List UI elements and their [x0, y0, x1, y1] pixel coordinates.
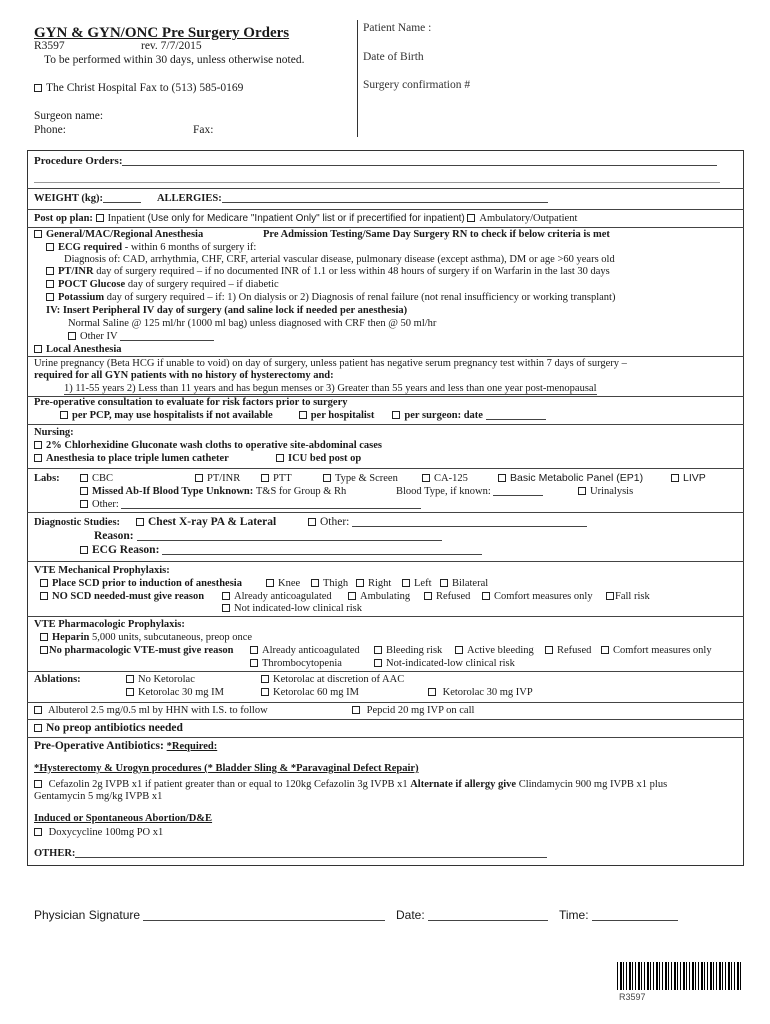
ketorolac-60-im[interactable]: Ketorolac 60 mg IM: [261, 687, 359, 700]
checkbox-icon[interactable]: [34, 454, 42, 462]
ecg-diagnosis: Diagnosis of: CAD, arrhythmia, CHF, CRF, arterial vascular disease, pulmonary disease (except asthma), DM or age >60 years old: [64, 254, 615, 265]
checkbox-icon[interactable]: [261, 474, 269, 482]
checkbox-icon[interactable]: [311, 579, 319, 587]
scd-right[interactable]: Right: [356, 578, 391, 591]
pat-check-note: Pre Admission Testing/Same Day Surgery RN to check if below criteria is met: [263, 229, 610, 240]
lab-other[interactable]: Other:: [80, 499, 421, 512]
checkbox-icon[interactable]: [402, 579, 410, 587]
procedure-orders: Procedure Orders:: [34, 155, 717, 168]
divider: [27, 702, 744, 703]
pharm-refused[interactable]: Refused: [545, 645, 591, 658]
other-iv[interactable]: Other IV: [68, 331, 214, 344]
abortion-header: Induced or Spontaneous Abortion/D&E: [34, 813, 213, 824]
revision-date: rev. 7/7/2015: [141, 40, 202, 52]
no-pharm[interactable]: No pharmacologic VTE-must give reason: [40, 645, 234, 658]
pharm-thrombocytopenia[interactable]: Thrombocytopenia: [250, 658, 342, 671]
no-ketorolac[interactable]: No Ketorolac: [126, 674, 195, 687]
divider: [27, 209, 744, 210]
dob-label: Date of Birth: [363, 51, 424, 63]
lab-bmp[interactable]: Basic Metabolic Panel (EP1): [498, 472, 643, 485]
surgeon-name-label: Surgeon name:: [34, 110, 104, 122]
checkbox-icon[interactable]: [195, 474, 203, 482]
checkbox-icon[interactable]: [578, 487, 586, 495]
triple-lumen[interactable]: Anesthesia to place triple lumen catheter: [34, 453, 229, 466]
checkbox-icon[interactable]: [80, 500, 88, 508]
footer-form-code: R3597: [619, 992, 646, 1002]
divider: [27, 188, 744, 189]
procedure-second-line: [34, 182, 720, 183]
outpatient-checkbox[interactable]: [467, 214, 475, 222]
lab-cbc[interactable]: CBC: [80, 473, 113, 486]
divider: [27, 561, 744, 562]
checkbox-icon[interactable]: [34, 84, 42, 92]
consult-label: Pre-operative consultation to evaluate for risk factors prior to surgery: [34, 397, 348, 408]
phone-label: Phone:: [34, 124, 66, 136]
checkbox-icon[interactable]: [440, 579, 448, 587]
checkbox-icon[interactable]: [34, 706, 42, 714]
divider: [27, 227, 744, 228]
scd-left[interactable]: Left: [402, 578, 432, 591]
checkbox-icon[interactable]: [80, 546, 88, 554]
header-divider: [357, 20, 358, 137]
ablations-label: Ablations:: [34, 674, 81, 685]
checkbox-icon[interactable]: [250, 659, 258, 667]
form-title: GYN & GYN/ONC Pre Surgery Orders: [34, 25, 290, 41]
checkbox-icon[interactable]: [424, 592, 432, 600]
doxycycline[interactable]: Doxycycline 100mg PO x1: [34, 827, 163, 840]
pt-inr-required[interactable]: PT/INR day of surgery required – if no documented INR of 1.1 or less within 48 hours of surgery if on Warfarin in the last 30 days: [46, 266, 610, 279]
divider: [27, 424, 744, 425]
no-preop-antibiotics[interactable]: No preop antibiotics needed: [34, 722, 183, 736]
patient-name-label: Patient Name :: [363, 22, 432, 34]
barcode-icon: [617, 962, 741, 990]
divider: [27, 671, 744, 672]
potassium[interactable]: Potassium day of surgery required – if: 1) On dialysis or 2) Diagnosis of renal failure (not renal insufficiency or working transplant): [46, 292, 615, 305]
divider: [27, 616, 744, 617]
lab-missed-ab[interactable]: Missed Ab-If Blood Type Unknown: T&S for Group & Rh: [80, 486, 346, 499]
checkbox-icon[interactable]: [545, 646, 553, 654]
checkbox-icon[interactable]: [671, 474, 679, 482]
ketorolac-30-ivp[interactable]: Ketorolac 30 mg IVP: [428, 687, 533, 700]
checkbox-icon[interactable]: [136, 518, 144, 526]
scd-bilateral[interactable]: Bilateral: [440, 578, 488, 591]
ecg-reason[interactable]: ECG Reason:: [80, 544, 482, 558]
poct-glucose[interactable]: POCT Glucose day of surgery required – if diabetic: [46, 279, 279, 292]
checkbox-icon[interactable]: [352, 706, 360, 714]
checkbox-icon[interactable]: [46, 243, 54, 251]
checkbox-icon[interactable]: [40, 633, 48, 641]
checkbox-icon[interactable]: [46, 267, 54, 275]
checkbox-icon[interactable]: [80, 474, 88, 482]
checkbox-icon[interactable]: [276, 454, 284, 462]
checkbox-icon[interactable]: [34, 780, 42, 788]
checkbox-icon[interactable]: [34, 441, 42, 449]
checkbox-icon[interactable]: [126, 688, 134, 696]
other-antibiotic[interactable]: OTHER:: [34, 848, 547, 861]
chest-xray[interactable]: Chest X-ray PA & Lateral: [136, 516, 276, 530]
no-scd[interactable]: NO SCD needed-must give reason: [40, 591, 204, 604]
albuterol[interactable]: Albuterol 2.5 mg/0.5 ml by HHN with I.S. to follow: [34, 705, 268, 718]
heparin[interactable]: Heparin 5,000 units, subcutaneous, preop once: [40, 632, 252, 645]
checkbox-icon[interactable]: [46, 293, 54, 301]
checkbox-icon[interactable]: [356, 579, 364, 587]
surgery-confirmation-label: Surgery confirmation #: [363, 79, 471, 91]
diagnostic-other[interactable]: Other:: [308, 516, 587, 530]
checkbox-icon[interactable]: [323, 474, 331, 482]
gentamycin: Gentamycin 5 mg/kg IVPB x1: [34, 791, 163, 802]
checkbox-icon[interactable]: [261, 675, 269, 683]
vte-pharm-label: VTE Pharmacologic Prophylaxis:: [34, 619, 185, 630]
checkbox-icon[interactable]: [40, 579, 48, 587]
mech-not-indicated[interactable]: Not indicated-low clinical risk: [222, 603, 362, 616]
vte-mech-label: VTE Mechanical Prophylaxis:: [34, 565, 170, 576]
local-anesthesia[interactable]: Local Anesthesia: [34, 344, 122, 357]
chg-wash[interactable]: 2% Chlorhexidine Gluconate wash cloths to operative site-abdominal cases: [34, 440, 382, 453]
checkbox-icon[interactable]: [428, 688, 436, 696]
place-scd[interactable]: Place SCD prior to induction of anesthesia: [40, 578, 242, 591]
mech-anticoag[interactable]: Already anticoagulated: [222, 591, 332, 604]
checkbox-icon[interactable]: [68, 332, 76, 340]
fax-label: Fax:: [193, 124, 214, 136]
nursing-label: Nursing:: [34, 427, 74, 438]
lab-type-screen[interactable]: Type & Screen: [323, 473, 398, 486]
labs-label: Labs:: [34, 473, 60, 484]
lab-livp[interactable]: LIVP: [671, 472, 706, 485]
physician-signature[interactable]: Physician Signature: [34, 908, 385, 922]
checkbox-icon[interactable]: [606, 592, 614, 600]
checkbox-icon[interactable]: [482, 592, 490, 600]
general-anesthesia[interactable]: General/MAC/Regional Anesthesia: [34, 229, 203, 242]
checkbox-icon[interactable]: [261, 688, 269, 696]
hysterectomy-header: *Hysterectomy & Urogyn procedures (* Bladder Sling & *Paravaginal Defect Repair): [34, 763, 419, 774]
divider: [27, 512, 744, 513]
checkbox-icon[interactable]: [222, 592, 230, 600]
checkbox-icon[interactable]: [80, 487, 88, 495]
checkbox-icon[interactable]: [40, 592, 48, 600]
ecg-required[interactable]: ECG required - within 6 months of surgery if:: [46, 242, 256, 255]
checkbox-icon[interactable]: [34, 828, 42, 836]
lab-ptt[interactable]: PTT: [261, 473, 292, 486]
ketorolac-aac[interactable]: Ketorolac at discretion of AAC: [261, 674, 404, 687]
weight-row: WEIGHT (kg): ALLERGIES:: [34, 193, 548, 206]
surgeon-checkbox[interactable]: [392, 411, 400, 419]
pharm-bleeding[interactable]: Bleeding risk: [374, 645, 442, 658]
checkbox-icon[interactable]: [34, 230, 42, 238]
divider: [27, 737, 744, 738]
signature-time[interactable]: Time:: [559, 908, 678, 922]
xray-reason[interactable]: Reason:: [94, 530, 442, 544]
hospital-fax-option[interactable]: The Christ Hospital Fax to (513) 585-0169: [34, 82, 243, 96]
checkbox-icon[interactable]: [40, 646, 48, 654]
pregnancy-line-2: required for all GYN patients with no history of hysterectomy and:: [34, 370, 334, 381]
pharm-not-indicated[interactable]: Not-indicated-low clinical risk: [374, 658, 515, 671]
checkbox-icon[interactable]: [374, 659, 382, 667]
icu-bed[interactable]: ICU bed post op: [276, 453, 361, 466]
cefazolin[interactable]: Cefazolin 2g IVPB x1 if patient greater than or equal to 120kg Cefazolin 3g IVPB x1 Alternate if allergy give Clindamycin 900 mg IVPB x1 plus: [34, 779, 667, 792]
mech-refused[interactable]: Refused: [424, 591, 470, 604]
pregnancy-line-1: Urine pregnancy (Beta HCG if unable to void) on day of surgery, unless patient has negative serum pregnancy test within 7 days of surgery –: [34, 358, 627, 369]
scd-thigh[interactable]: Thigh: [311, 578, 348, 591]
pepcid[interactable]: Pepcid 20 mg IVP on call: [352, 705, 474, 718]
pcp-checkbox[interactable]: [60, 411, 68, 419]
checkbox-icon[interactable]: [250, 646, 258, 654]
pharm-comfort[interactable]: Comfort measures only: [601, 645, 712, 658]
checkbox-icon[interactable]: [266, 579, 274, 587]
scd-knee[interactable]: Knee: [266, 578, 300, 591]
divider: [27, 468, 744, 469]
pharm-active-bleeding[interactable]: Active bleeding: [455, 645, 534, 658]
hospitalist-checkbox[interactable]: [299, 411, 307, 419]
checkbox-icon[interactable]: [46, 280, 54, 288]
checkbox-icon[interactable]: [126, 675, 134, 683]
checkbox-icon[interactable]: [422, 474, 430, 482]
blood-type-field[interactable]: Blood Type, if known:: [396, 486, 543, 499]
lab-pt-inr[interactable]: PT/INR: [195, 473, 240, 486]
mech-fall-risk[interactable]: Fall risk: [606, 591, 650, 604]
checkbox-icon[interactable]: [222, 604, 230, 612]
checkbox-icon[interactable]: [348, 592, 356, 600]
mech-ambulating[interactable]: Ambulating: [348, 591, 410, 604]
diagnostic-label: Diagnostic Studies:: [34, 517, 121, 528]
checkbox-icon[interactable]: [308, 518, 316, 526]
checkbox-icon[interactable]: [34, 724, 42, 732]
consult-options: per PCP, may use hospitalists if not available per hospitalist per surgeon: date: [60, 410, 546, 423]
ketorolac-30-im[interactable]: Ketorolac 30 mg IM: [126, 687, 224, 700]
pregnancy-criteria: 1) 11-55 years 2) Less than 11 years and has begun menses or 3) Greater than 55 years and less than one year post-menopausal: [64, 383, 597, 394]
divider: [27, 719, 744, 720]
validity-note: To be performed within 30 days, unless otherwise noted.: [44, 54, 305, 66]
checkbox-icon[interactable]: [374, 646, 382, 654]
antibiotics-label: Pre-Operative Antibiotics: *Required:: [34, 740, 218, 752]
inpatient-checkbox[interactable]: [96, 214, 104, 222]
form-code: R3597: [34, 40, 65, 52]
checkbox-icon[interactable]: [455, 646, 463, 654]
checkbox-icon[interactable]: [34, 345, 42, 353]
checkbox-icon[interactable]: [498, 474, 506, 482]
lab-ca125[interactable]: CA-125: [422, 473, 468, 486]
signature-date[interactable]: Date:: [396, 908, 548, 922]
normal-saline: Normal Saline @ 125 ml/hr (1000 ml bag) unless diagnosed with CRF then @ 50 ml/hr: [68, 318, 437, 329]
divider: [27, 356, 744, 357]
lab-urinalysis[interactable]: Urinalysis: [578, 486, 633, 499]
checkbox-icon[interactable]: [601, 646, 609, 654]
pharm-anticoag[interactable]: Already anticoagulated: [250, 645, 360, 658]
peripheral-iv: IV: Insert Peripheral IV day of surgery (and saline lock if needed per anesthesia): [46, 305, 408, 316]
post-op-plan: Post op plan: Inpatient (Use only for Medicare "Inpatient Only" list or if precertified for inpatient) Ambulatory/Outpatient: [34, 213, 578, 224]
mech-comfort[interactable]: Comfort measures only: [482, 591, 593, 604]
